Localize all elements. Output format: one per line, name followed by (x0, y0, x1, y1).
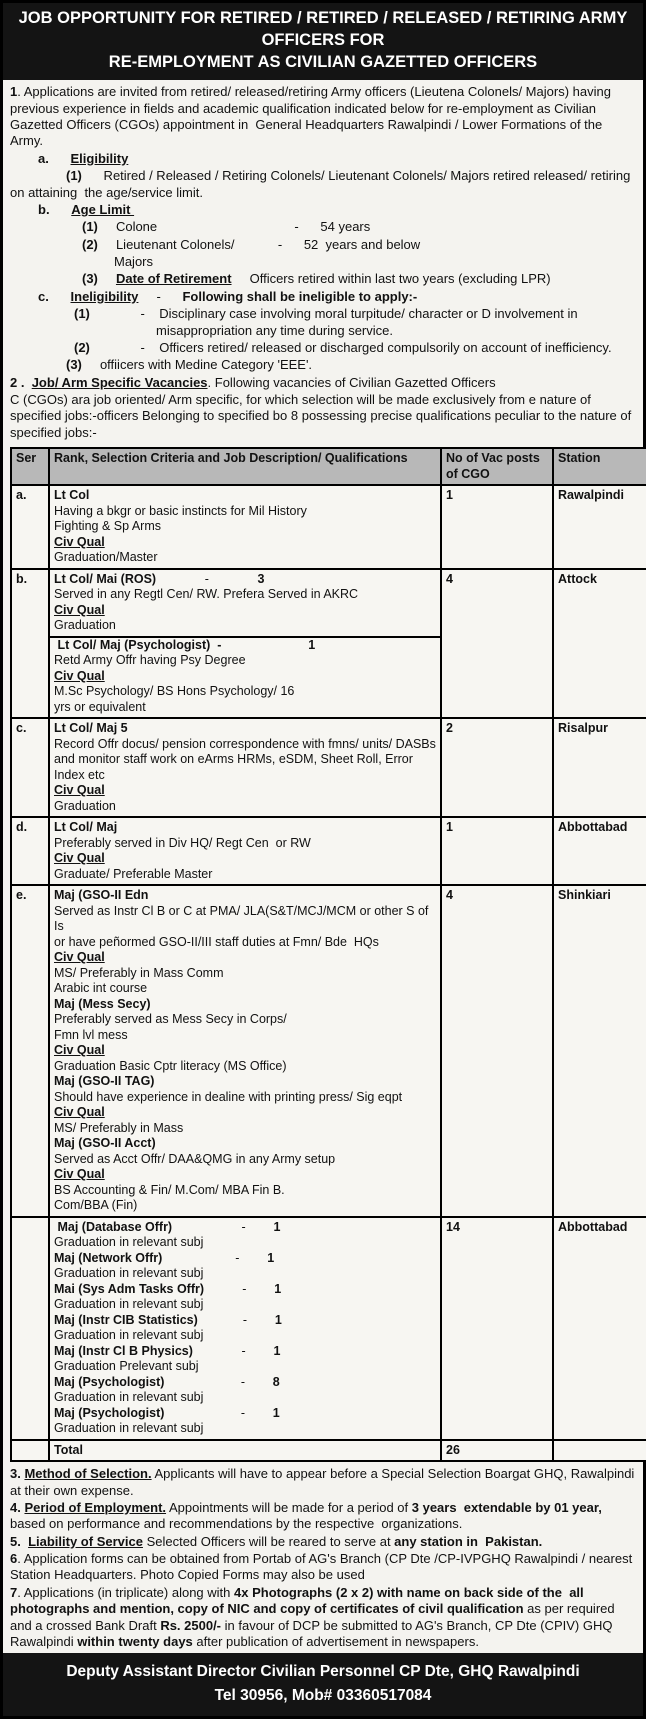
text-run: Graduation in relevant subj (54, 1266, 204, 1281)
text-run: . Following vacancies of Civilian Gazetted Officers (207, 374, 496, 390)
text-run (221, 638, 308, 652)
text-line (54, 1220, 436, 1236)
text-line (54, 535, 436, 551)
text-run: (1) (66, 168, 82, 184)
text-line (54, 1167, 436, 1183)
text-run: Graduation (54, 798, 116, 813)
text-run: - (192, 1343, 274, 1358)
description-cell (49, 718, 441, 817)
paragraph-vacancies-intro (10, 375, 636, 391)
text-run: Graduation in relevant subj (54, 1328, 204, 1343)
text-run: 4. (10, 1499, 25, 1515)
age-limit-item-3-date-of-retirement (82, 271, 636, 287)
text-run: as per required and a crossed Bank Draft (10, 1601, 619, 1633)
text-run: 4x Photographs (2 x 2) with name on back side of the all photographs and mention, copy of NIC and copy of certificates of civil qualification (10, 1584, 588, 1617)
text-run: Civ Qual (54, 950, 105, 965)
text-run: 1 (267, 1250, 275, 1265)
text-run: b. (38, 201, 50, 217)
text-line (54, 1074, 436, 1090)
vacancies-cell: 1 (441, 817, 553, 885)
text-run: - (172, 1219, 274, 1234)
paragraph-vacancies-intro-cont (10, 392, 636, 441)
vacancies-cell: 4 (441, 569, 553, 719)
text-run (24, 375, 31, 390)
text-run: - (162, 1250, 268, 1265)
text-run: Preferably served as Mess Secy in Corps/ (54, 1012, 287, 1027)
text-run: - (164, 1405, 273, 1420)
table-row-total (11, 1440, 646, 1462)
text-run: 1 (274, 1312, 282, 1327)
text-run: Colone - 54 years (97, 219, 371, 235)
text-run: Graduation in relevant subj (54, 1421, 204, 1436)
text-run: Record Offr docus/ pension correspondence with fmns/ units/ DASBs and monitor staff work on eArms HRMs, eSDM, Sheet Roll, Error Index etc (54, 736, 440, 782)
text-run: Graduation (54, 618, 116, 633)
text-run: 3. (10, 1466, 25, 1482)
text-line (54, 1313, 436, 1329)
text-run: Total (54, 1442, 83, 1457)
text-run: Majors (114, 254, 154, 270)
vacancies-cell: 14 (441, 1217, 553, 1440)
vacancies-table (10, 447, 646, 1462)
text-line (54, 1198, 436, 1214)
paragraph-liability-of-service (10, 1534, 636, 1550)
text-run: 2 . (10, 374, 25, 390)
text-run: 3 (257, 571, 265, 586)
text-run: Lt Col/ Maj 5 (54, 721, 128, 736)
text-run: (3) (82, 271, 98, 287)
text-run: Preferably served in Div HQ/ Regt Cen or RW (54, 835, 311, 850)
station-cell: Abbottabad (553, 817, 646, 885)
vacancies-cell: 2 (441, 718, 553, 817)
station-cell: Shinkiari (553, 885, 646, 1217)
text-run: (1) (82, 219, 98, 235)
eligibility-item-1 (10, 168, 636, 201)
text-run (50, 202, 72, 217)
text-run: Maj (Instr Cl B Physics) (54, 1343, 193, 1358)
text-run: Graduation/Master (54, 550, 158, 565)
text-run: BS Accounting & Fin/ M.Com/ MBA Fin B. (54, 1182, 285, 1197)
text-run: based on performance and recommendations by the respective organizations. (10, 1499, 606, 1532)
text-run: Method of Selection. (24, 1466, 152, 1482)
footer-contact-phone: Tel 30956, Mob# 03360517084 (214, 1686, 432, 1704)
text-line (54, 1059, 436, 1075)
text-line (54, 867, 436, 883)
text-line (54, 1251, 436, 1267)
table-header-row (11, 448, 646, 485)
text-run: . Applications are invited from retired/ released/retiring Army officers (Lieutena Colonels/ Majors) having previous experience in fields and academic qualification indicated below for re-employment as Civilian Gazetted Officers (CGOs) appointment in General Headquarters Rawalpindi / Lower Formations of the Army. (10, 84, 615, 149)
text-line (54, 904, 436, 935)
text-run (49, 151, 71, 166)
ser-cell: b. (11, 569, 49, 719)
text-line (54, 1152, 436, 1168)
station-cell: Risalpur (553, 718, 646, 817)
text-run: Maj (Mess Secy) (54, 996, 151, 1011)
ser-cell (11, 1440, 49, 1462)
text-run: Lt Col/ Maj (54, 820, 118, 835)
text-line (54, 1235, 436, 1251)
text-line (54, 888, 436, 904)
text-run: any station in Pakistan. (394, 1533, 543, 1549)
ser-cell: d. (11, 817, 49, 885)
text-line (54, 966, 436, 982)
text-run: c. (38, 288, 49, 304)
text-run: Retired / Released / Retiring Colonels/ Lieutenant Colonels/ Majors retired released/ retiring on attaining the age/service limit. (10, 168, 634, 200)
text-line (54, 1105, 436, 1121)
text-run: Served in any Regtl Cen/ RW. Prefera Served in AKRC (54, 587, 359, 602)
text-run: - (138, 288, 183, 304)
text-run: - (197, 1312, 275, 1327)
text-run: Selected Officers will be reared to serve at (142, 1533, 395, 1549)
text-run: 6 (10, 1551, 18, 1567)
text-line (54, 1183, 436, 1199)
text-run: Should have experience in dealine with printing press/ Sig eqpt (54, 1089, 403, 1104)
text-run: Applicants will have to appear before a Special Selection Boargat GHQ, Rawalpindi at their own expense. (10, 1466, 638, 1498)
text-run: Having a bkgr or basic instincts for Mil History (54, 503, 307, 518)
total-vacancies-cell: 26 (441, 1440, 553, 1462)
text-run: - (204, 1281, 275, 1296)
text-run: (2) (82, 236, 98, 252)
text-run: Graduation in relevant subj (54, 1390, 204, 1405)
text-line (54, 504, 436, 520)
text-run: C (CGOs) ara job oriented/ Arm specific, for which selection will be made exclusively from e nature of specified jobs:-officers Belonging to specified bo 8 possessing precise qualifications peculiar to the nature of specified jobs:- (10, 392, 635, 440)
text-run: (3) (66, 357, 82, 373)
description-cell (49, 569, 441, 719)
text-run: 7 (10, 1584, 18, 1600)
text-run: . Applications (in triplicate) along with (17, 1584, 235, 1600)
description-cell (49, 885, 441, 1217)
text-line (54, 981, 436, 997)
table-row-e (11, 885, 646, 1217)
text-run: Age Limit (71, 201, 135, 217)
vacancies-cell: 1 (441, 485, 553, 569)
text-run: or have peñormed GSO-II/III staff duties at Fmn/ Bde HQs (54, 934, 379, 949)
col-header-rank-criteria: Rank, Selection Criteria and Job Description/ Qualifications (49, 448, 441, 485)
text-line (54, 1028, 436, 1044)
ineligibility-item-1 (10, 306, 636, 339)
text-run: Maj (Network Offr) (54, 1250, 163, 1265)
text-line (54, 519, 436, 535)
text-run: MS/ Preferably in Mass (54, 1120, 184, 1135)
text-line (54, 950, 436, 966)
ad-subtitle: RE-EMPLOYMENT AS CIVILIAN GAZETTED OFFICERS (108, 52, 538, 71)
col-header-ser: Ser (11, 448, 49, 485)
footer-contact-title: Deputy Assistant Director Civilian Personnel CP Dte, GHQ Rawalpindi (66, 1663, 580, 1681)
text-run: Maj (GSO-II Acct) (54, 1136, 156, 1151)
age-limit-item-1 (82, 219, 636, 235)
text-run: Lieutenant Colonels/ - 52 years and below (97, 236, 421, 252)
age-limit-item-2 (82, 237, 636, 253)
table-row-c (11, 718, 646, 817)
station-cell (553, 1440, 646, 1462)
text-run: Maj (Psychologist) (54, 1374, 165, 1389)
text-run: yrs or equivalent (54, 699, 146, 714)
age-limit-item-2-cont (114, 254, 636, 270)
text-run: Fmn lvl mess (54, 1027, 128, 1042)
heading-ineligibility (38, 289, 636, 305)
text-run: Retd Army Offr having Psy Degree (54, 653, 246, 668)
text-line (54, 1012, 436, 1028)
text-line (54, 1421, 436, 1437)
text-run: 1 (274, 1281, 282, 1296)
text-run: Maj (Psychologist) (54, 1405, 165, 1420)
text-run: within twenty days (77, 1633, 193, 1649)
ad-title: JOB OPPORTUNITY FOR RETIRED / RETIRED / RELEASED / RETIRING ARMY OFFICERS FOR (18, 9, 628, 49)
table-row-b (11, 569, 646, 719)
text-line (54, 1406, 436, 1422)
paragraph-application-forms (10, 1551, 636, 1584)
text-line (54, 1359, 436, 1375)
station-cell: Rawalpindi (553, 485, 646, 569)
text-run: 1 (272, 1405, 280, 1420)
vacancies-cell: 4 (441, 885, 553, 1217)
text-run: - (156, 571, 258, 586)
text-line (54, 1390, 436, 1406)
text-line (54, 700, 436, 716)
text-run: Liability of Service (28, 1533, 143, 1549)
text-run: Civ Qual (54, 534, 105, 549)
text-line (54, 618, 436, 634)
text-line (54, 1282, 436, 1298)
text-run: 8 (272, 1374, 280, 1389)
text-run: Arabic int course (54, 981, 148, 996)
text-run: Graduate/ Preferable Master (54, 866, 213, 881)
text-line (54, 1266, 436, 1282)
footer-banner (3, 1653, 643, 1716)
description-cell (49, 1217, 441, 1440)
text-run: 1 (10, 84, 18, 100)
text-line (54, 1328, 436, 1344)
text-run: - Officers retired/ released or discharged compulsorily on account of inefficiency. (89, 339, 612, 355)
text-run (49, 289, 71, 304)
ser-cell: a. (11, 485, 49, 569)
text-run: offiicers with Medine Category 'EEE'. (81, 357, 313, 373)
text-line (54, 799, 436, 815)
text-line (54, 1297, 436, 1313)
paragraph-period-of-employment (10, 1500, 636, 1533)
text-run: Maj (GSO-II TAG) (54, 1074, 155, 1089)
text-run: Civ Qual (54, 783, 105, 798)
heading-age-limit (38, 202, 636, 218)
text-line (54, 721, 436, 737)
table-row-d (11, 817, 646, 885)
text-run: Ineligibility (70, 288, 139, 304)
text-line (54, 836, 436, 852)
text-line (54, 669, 436, 685)
text-run: Officers retired within last two years (excluding LPR) (231, 271, 551, 287)
text-run: Lt Col (54, 488, 90, 503)
text-line (54, 653, 436, 669)
text-line (54, 1043, 436, 1059)
text-run: in favour of DCP be submitted to AG's Branch, CP Dte (CPIV) GHQ Rawalpindi (10, 1617, 617, 1649)
text-run: Maj (Instr CIB Statistics) (54, 1312, 198, 1327)
text-line (54, 935, 436, 951)
text-line (54, 783, 436, 799)
text-run: Rs. 2500/- (160, 1617, 222, 1633)
text-run: after publication of advertisement in newspapers. (192, 1633, 479, 1649)
table-row-a (11, 485, 646, 569)
text-run: Civ Qual (54, 1167, 105, 1182)
text-run: Com/BBA (Fin) (54, 1198, 138, 1213)
text-line (54, 550, 436, 566)
text-run: Served as Instr Cl B or C at PMA/ JLA(S&T/MCJ/MCM or other S of Is (54, 903, 432, 934)
text-run: Civ Qual (54, 668, 105, 683)
text-run: Graduation in relevant subj (54, 1297, 204, 1312)
text-line (54, 1344, 436, 1360)
text-run: (2) (74, 339, 90, 355)
paragraph-applications (10, 84, 636, 150)
text-run: Civ Qual (54, 602, 105, 617)
text-line (54, 1121, 436, 1137)
text-run: a. (38, 150, 49, 166)
text-run: Served as Acct Offr/ DAA&QMG in any Army setup (54, 1151, 336, 1166)
text-run: Graduation Prelevant subj (54, 1359, 199, 1374)
text-run: Period of Employment. (24, 1499, 167, 1515)
text-run: (1) (74, 306, 90, 322)
text-run: 1 (273, 1343, 281, 1358)
text-line (54, 572, 436, 588)
heading-eligibility (38, 151, 636, 167)
text-run (98, 271, 116, 286)
ser-cell: c. (11, 718, 49, 817)
text-run: Lt Col/ Maj (Psychologist) - (54, 637, 222, 652)
text-line (54, 587, 436, 603)
text-run: Civ Qual (54, 1043, 105, 1058)
ineligibility-item-2 (10, 340, 636, 356)
text-run: 5. (10, 1533, 29, 1549)
text-run: Maj (Database Offr) (54, 1219, 173, 1234)
station-cell: Attock (553, 569, 646, 719)
ser-cell: e. (11, 885, 49, 1217)
text-run: - (164, 1374, 273, 1389)
text-line (54, 820, 436, 836)
text-run: Maj (GSO-II Edn (54, 888, 149, 903)
text-run: Graduation Basic Cptr literacy (MS Office) (54, 1058, 287, 1073)
text-run: 3 years extendable by 01 year, (411, 1499, 602, 1515)
paragraph-method-of-selection (10, 1466, 636, 1499)
text-line (54, 997, 436, 1013)
text-run: Mai (Sys Adm Tasks Offr) (54, 1281, 205, 1296)
text-run: . Application forms can be obtained from Portab of AG's Branch (CP Dte /CP-IVPGHQ Rawalpindi / nearest Station Headquarters. Photo Copied Forms may also be used (10, 1551, 636, 1583)
description-cell (49, 485, 441, 569)
text-line (50, 636, 440, 654)
text-line (54, 488, 436, 504)
text-run: MS/ Preferably in Mass Comm (54, 965, 224, 980)
text-line (54, 684, 436, 700)
total-label-cell (49, 1440, 441, 1462)
text-run: Job/ Arm Specific Vacancies (31, 374, 208, 390)
text-run: Graduation in relevant subj (54, 1235, 204, 1250)
description-cell (49, 817, 441, 885)
text-run: - Disciplinary case involving moral turpitude/ character or D involvement in misappropriation any time during service. (89, 306, 582, 338)
text-run: M.Sc Psychology/ BS Hons Psychology/ 16 (54, 684, 295, 699)
text-run: Lt Col/ Mai (ROS) (54, 571, 157, 586)
col-header-station: Station (553, 448, 646, 485)
text-run: Appointments will be made for a period of (166, 1499, 412, 1515)
body-content (3, 80, 643, 1653)
ser-cell (11, 1217, 49, 1440)
text-run: 1 (308, 637, 316, 652)
text-run: Following shall be ineligible to apply:- (182, 288, 418, 304)
text-run: Civ Qual (54, 1105, 105, 1120)
col-header-vacancies: No of Vac posts of CGO (441, 448, 553, 485)
text-line (54, 1375, 436, 1391)
text-run: 1 (273, 1219, 281, 1234)
text-line (54, 736, 440, 784)
text-line (54, 1136, 436, 1152)
text-run: Civ Qual (54, 851, 105, 866)
ineligibility-item-3 (66, 357, 636, 373)
text-line (54, 1090, 436, 1106)
text-run: Eligibility (70, 150, 129, 166)
header-banner (3, 3, 643, 80)
text-line (54, 851, 436, 867)
text-run: Fighting & Sp Arms (54, 519, 161, 534)
text-line (54, 603, 436, 619)
station-cell: Abbottabad (553, 1217, 646, 1440)
text-line (54, 1443, 436, 1459)
table-row-f (11, 1217, 646, 1440)
text-run: Date of Retirement (115, 271, 232, 287)
